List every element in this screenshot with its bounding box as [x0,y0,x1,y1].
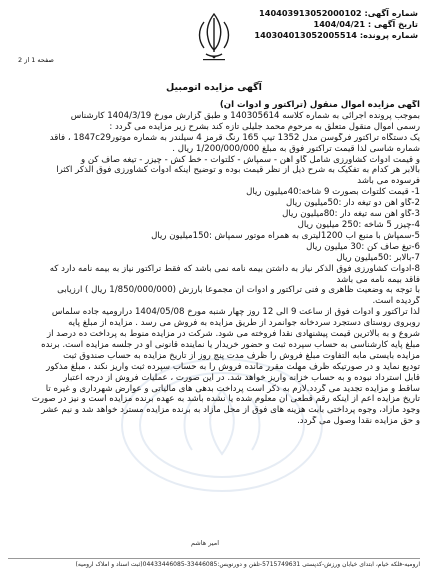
body-line: ساقط و مزایده تجدید می گردد.لازم به ذکر است پرداخت بدهی های مالیاتی و عوارض شهرداری و غیره تا [45,383,420,394]
body-line: و قیمت ادوات کشاورزی شامل گاو آهن - سمپاش - کلتوات - خط کش - چیزر - تیغه صاف کن و [80,154,420,165]
case-number: شماره پرونده: 140304013052005514 [254,30,418,40]
body-line: قابل استرداد نبوده و به حساب خزانه واریز خواهد شد. در این صورت ، عملیات فروش از درجه اعتبار [63,372,420,383]
body-line: مبلغ پایه کارشناسی به حساب سپرده ثبت و حضور خریدار یا نماینده قانونی او در جلسه مزایده است. برنده [41,339,420,350]
body-line: شماره شاسی لذا قیمت تراکتور فوق به مبلغ 1/200/000/000 ریال . [172,143,420,154]
notice-body [8,100,420,427]
body-line: گردیده است. [372,296,420,307]
body-line: 5-سمپاش با منبع آب 1200لیتری به همراه موتور سمپاش :150میلیون ریال [151,230,420,241]
notice-meta [208,8,418,41]
body-line: فرسوده می باشد [357,176,420,187]
body-line: توديع نماید و در صورتیکه ظرف مهلت مقرر مانده فروش را به حساب سپرده ثبت واریز نکند ، مبلغ مذکور [46,361,420,372]
body-line: و حق مزایده نقداً وصول می گردد. [297,416,420,427]
body-line: 3-گاو آهن سه تیغه دار :80میلیون ریال [282,209,420,220]
body-line: یک دستگاه تراکتور فرگوسن مدل 1352 تیپ 165 رنگ قرمز 4 سیلندر به شماره موتور1847c29 ، فاقد [49,132,420,143]
body-line: تاریخ مزایده اعم از اینکه رقم قطعی آن معلوم شده یا نشده باشد به عهده برنده مزایده است و نیز در صورت [31,394,420,405]
body-line: 2-گاو آهن دو تیغه دار :50میلیون ریال [286,198,420,209]
body-line: بالابر هر کدام به تفکیک به شرح ذیل از نظر قیمت بوده و توضیح اینکه ادوات کشاورزی فوق الذکر اکثراً [56,165,420,176]
body-line: 1- قیمت کلتوات بصورت 9 شاخه:40میلیون ریال [246,187,420,198]
body-line: مزایده بایستی مابه التفاوت مبلغ فروش را ظرف مدت پنج روز از تاریخ مزایده به حساب صندوق ثبت [63,350,420,361]
notice-date: تاریخ آگهی : 1404/04/21 [313,19,418,29]
body-line: 8-ادوات کشاورزی فوق الذکر نیاز به داشتن بیمه نامه نمی باشد که فقط تراکتور نیاز به بیمه نامه دارد که [49,263,420,274]
body-line: رسمی اموال منقول متعلق به مرحوم محمد جلیلی تازه کند بشرح زیر مزایده می گردد : [109,121,420,132]
signature: امیر هاشم [190,539,220,547]
page-indicator: صفحه 1 از 2 [18,56,54,64]
notice-number: شماره آگهی: 140403913052000102 [259,8,418,18]
body-line: وجود مازاد، وجوه پرداختی بابت هزینه های فوق از محل مازاد به برنده مزایده مسترد خواهد شد و نیم عشر [41,405,420,416]
body-line: روبروی روستای دستجرد سردخانه جوانمرد از طریق مزایده به فروش می رسد . مزایده از مبلغ پایه [68,318,420,329]
footer-address: ارومیه-فلکه خیام، ابتدای خیابان ورزش-کدپستی 5715749631-تلفن و دورنویس:33446085-04433446085(ثبت اسناد و املاک ارومیه) [8,558,420,568]
body-line: فاقد بیمه نامه می باشد [336,274,420,285]
body-line: بموجب پرونده اجرائی به شماره کلاسه 140305614 و طبق گزارش مورخ 1404/3/19 کارشناس [70,110,420,121]
body-line: 7-بالابر :50میلیون ریال [336,252,420,263]
body-line: شروع و به بالاترین قیمت پیشنهادی نقداً فروخته می شود. شرکت در مزایده منوط به پرداخت ده درصد از [46,329,420,340]
body-line: 4-چیزر 5 شاخه :250 میلیون ریال [297,219,420,230]
body-line: لذا تراکتور و ادوات فوق از ساعت 9 الی 12 روز چهار شنبه مورخ 1404/05/08 دراروميه جاده سلماس [51,307,420,318]
notice-title: آگهی مزایده اتومبیل [166,82,262,93]
body-line: آگهی مزایده اموال منقول (تراکتور و ادوات آن) [219,100,420,110]
body-line: با توجه به وضعیت ظاهری و فنی تراکتور و ادوات آن مجموعاً بارزش (1/850/000/000 ریال ) ارزیابی [57,285,420,296]
body-line: 6-تیغ صاف کن :30 میلیون ریال [306,241,420,252]
